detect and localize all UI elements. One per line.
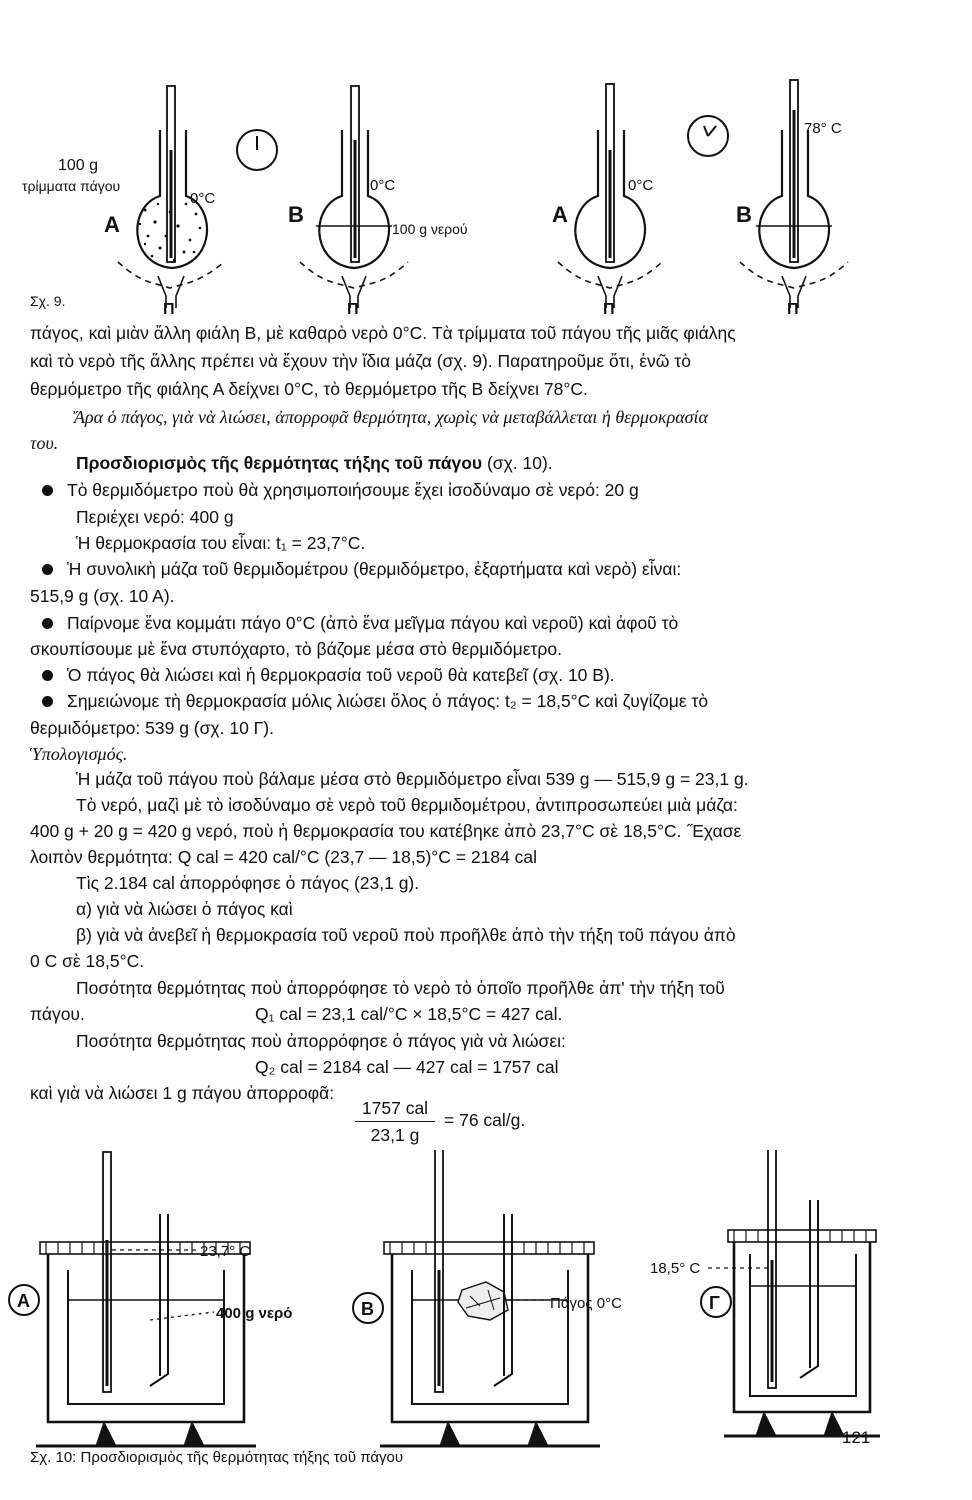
- figure-9: [0, 0, 972, 340]
- fraction-result: = 76 cal/g.: [444, 1110, 526, 1130]
- flask-a2-temp: 0°C: [628, 177, 654, 194]
- text-line: θερμόμετρο τῆς φιάλης Α δείχνει 0°C, τὸ θερμόμετρο τῆς Β δείχνει 78°C.: [30, 379, 588, 399]
- text-line: Ἡ μάζα τοῦ πάγου ποὺ βάλαμε μέσα στὸ θερμιδόμετρο εἶναι 539 g — 515,9 g = 23,1 g.: [76, 769, 749, 789]
- text-line: Τὸ νερό, μαζὶ μὲ τὸ ἰσοδύναμο σὲ νερὸ τοῦ θερμιδομέτρου, ἀντιπροσωπεύει μιὰ μάζα:: [76, 795, 738, 815]
- water-label: 100 g νερού: [392, 221, 468, 237]
- text-line: Περιέχει νερό: 400 g: [76, 507, 234, 527]
- text-line: λοιπὸν θερμότητα: Q cal = 420 cal/°C (23,7 — 18,5)°C = 2184 cal: [30, 847, 538, 867]
- burner-label: Π: [603, 301, 615, 318]
- fig-label-a: A: [17, 1291, 30, 1311]
- section-heading: [76, 452, 553, 474]
- figure-9-caption: Σχ. 9.: [30, 293, 66, 309]
- flask-a2-label: A: [552, 202, 568, 227]
- temp-c-label: 18,5° C: [650, 1260, 701, 1277]
- temp-a-label: 23,7° C: [200, 1243, 251, 1260]
- burner-label: Π: [347, 301, 359, 318]
- bullet-line: Τὸ θερμιδόμετρο ποὺ θὰ χρησιμοποιήσουμε ἔχει ἰσοδύναμο σὲ νερό: 20 g: [42, 479, 639, 501]
- ice-label: τρίμματα πάγου: [22, 178, 121, 194]
- text-line: β) γιὰ νὰ ἀνεβεῖ ἡ θερμοκρασία τοῦ νεροῦ ποὺ προῆλθε ἀπὸ τὴν τήξη τοῦ πάγου ἀπὸ: [76, 925, 736, 945]
- section-title: Προσδιορισμὸς τῆς θερμότητας τήξης τοῦ πάγου: [76, 453, 483, 473]
- ice-b-label: Πάγος 0°C: [550, 1295, 622, 1312]
- text-line: Τὶς 2.184 cal ἀπορρόφησε ὁ πάγος (23,1 g).: [76, 873, 420, 893]
- text-line: Ποσότητα θερμότητας ποὺ ἀπορρόφησε ὁ πάγος γιὰ νὰ λιώσει:: [76, 1031, 566, 1051]
- calorimeter-c: [708, 1150, 880, 1436]
- flask-b-label: B: [288, 202, 304, 227]
- text-line-italic: του.: [30, 433, 59, 453]
- bullet-line: Σημειώνομε τὴ θερμοκρασία μόλις λιώσει ὅλος ὁ πάγος: t₂ = 18,5°C καὶ ζυγίζομε τὸ: [42, 690, 708, 712]
- text-line: Ποσότητα θερμότητας ποὺ ἀπορρόφησε τὸ νερὸ τὸ ὁποῖο προῆλθε ἀπ' τὴν τήξη τοῦ: [76, 978, 725, 998]
- flask-a-label: A: [104, 212, 120, 237]
- text-line: πάγος, καὶ μιὰν ἄλλη φιάλη Β, μὲ καθαρὸ νερὸ 0°C. Τὰ τρίμματα τοῦ πάγου τῆς μιᾶς φιάλης: [30, 323, 736, 343]
- bullet-line: Παίρνομε ἕνα κομμάτι πάγο 0°C (ἀπὸ ἕνα μεῖγμα πάγου καὶ νεροῦ) καὶ ἀφοῦ τὸ: [42, 612, 678, 634]
- bullet-line: Ὁ πάγος θὰ λιώσει καὶ ἡ θερμοκρασία τοῦ νεροῦ θὰ κατεβεῖ (σχ. 10 Β).: [42, 664, 615, 686]
- text-line: α) γιὰ νὰ λιώσει ὁ πάγος καὶ: [76, 899, 293, 919]
- flask-a-temp: 0°C: [190, 190, 216, 207]
- text-line: καὶ τὸ νερὸ τῆς ἄλλης πρέπει νὰ ἔχουν τὴν ἴδια μάζα (σχ. 9). Παρατηροῦμε ὅτι, ἐνῶ τὸ: [30, 351, 691, 371]
- fig-label-c: Γ: [709, 1293, 720, 1313]
- ice-mass-label: 100 g: [58, 157, 99, 174]
- fig-label-b: B: [361, 1299, 374, 1319]
- page-number: 121: [842, 1428, 871, 1447]
- text-line: Ἡ θερμοκρασία του εἶναι: t₁ = 23,7°C.: [76, 533, 366, 553]
- water-a-label: 400 g νερό: [216, 1305, 293, 1322]
- flask-b2-temp: 78° C: [804, 120, 842, 137]
- equation-q1: Q₁ cal = 23,1 cal/°C × 18,5°C = 427 cal.: [255, 1004, 563, 1024]
- fraction-numerator: 1757 cal: [355, 1098, 435, 1122]
- equation-q2: Q₂ cal = 2184 cal — 427 cal = 1757 cal: [255, 1057, 559, 1077]
- text-line: 0 C σὲ 18,5°C.: [30, 951, 145, 971]
- section-ref: (σχ. 10).: [482, 453, 553, 473]
- text-line: καὶ γιὰ νὰ λιώσει 1 g πάγου ἀπορροφᾶ:: [30, 1083, 335, 1103]
- calorimeter-a: [36, 1152, 256, 1446]
- text-line: θερμιδόμετρο: 539 g (σχ. 10 Γ).: [30, 718, 274, 738]
- bullet-line: Ἡ συνολικὴ μάζα τοῦ θερμιδομέτρου (θερμιδόμετρο, ἐξαρτήματα καὶ νερὸ) εἶναι:: [42, 558, 681, 580]
- figure-10: [0, 1150, 972, 1470]
- flask-b-temp: 0°C: [370, 177, 396, 194]
- text-line: 400 g + 20 g = 420 g νερό, ποὺ ἡ θερμοκρασία του κατέβηκε ἀπὸ 23,7°C σὲ 18,5°C. ˝Εχασε: [30, 821, 742, 841]
- flask-b2-label: B: [736, 202, 752, 227]
- text-line: 515,9 g (σχ. 10 Α).: [30, 586, 175, 606]
- fraction-denominator: 23,1 g: [370, 1125, 420, 1145]
- burner-label: Π: [787, 301, 799, 318]
- fraction: [355, 1098, 435, 1146]
- figure-10-caption: Σχ. 10: Προσδιορισμὸς τῆς θερμότητας τήξης τοῦ πάγου: [30, 1449, 404, 1466]
- text-line-italic: Ὑπολογισμός.: [30, 744, 128, 764]
- burner-label: Π: [163, 301, 175, 318]
- text-line-italic: Ἄρα ὁ πάγος, γιὰ νὰ λιώσει, ἀπορροφᾶ θερμότητα, χωρὶς νὰ μεταβάλλεται ἡ θερμοκρασία: [74, 407, 709, 427]
- text-line: σκουπίσουμε μὲ ἕνα στυπόχαρτο, τὸ βάζομε μέσα στὸ θερμιδόμετρο.: [30, 639, 562, 659]
- text-line: πάγου.: [30, 1004, 85, 1024]
